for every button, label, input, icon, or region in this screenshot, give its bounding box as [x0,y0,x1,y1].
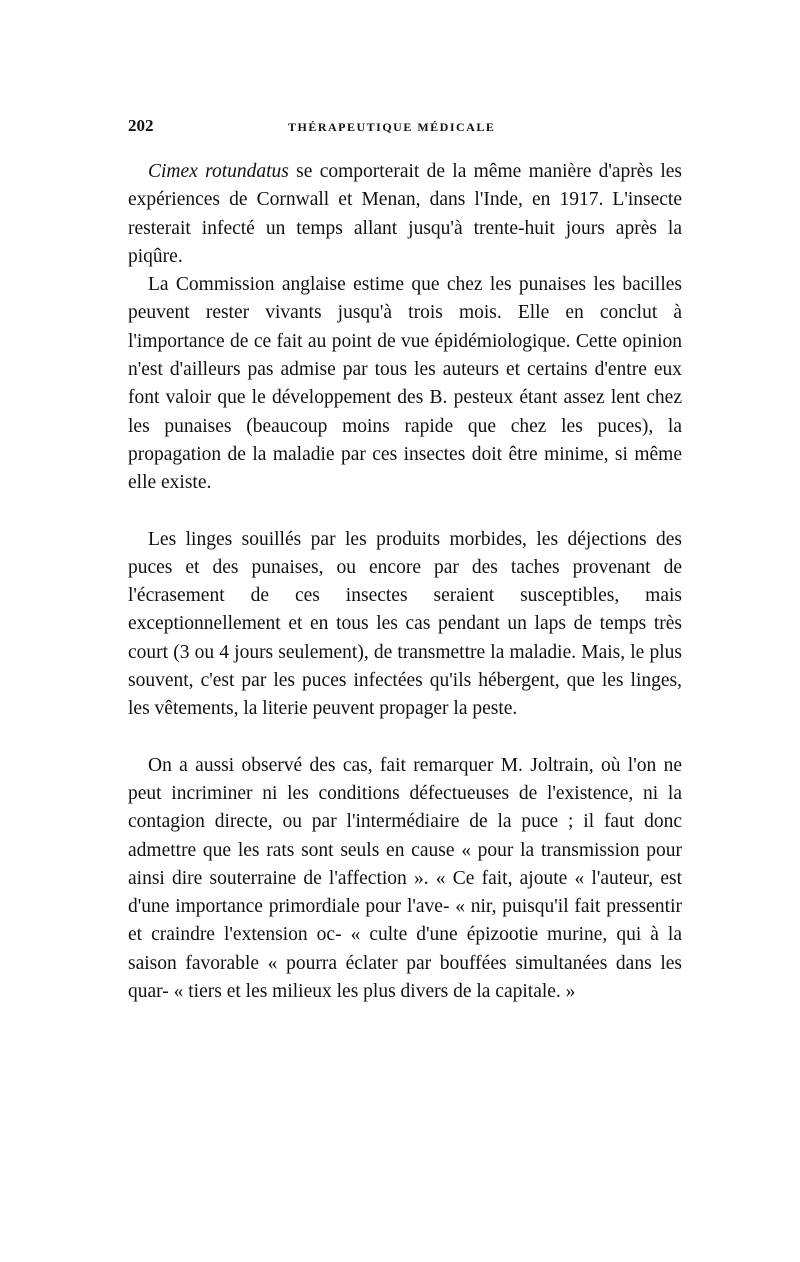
book-page [128,112,682,1006]
paragraph-cimex [128,158,682,271]
paragraph-joltrain: On a aussi observé des cas, fait remarquer M. Joltrain, où l'on ne peut incriminer ni les conditions défectueuses de l'existence, ni la contagion directe, ou par l'intermédiaire de la puce ; il faut donc admettre que les rats sont seuls en cause « pour la transmission pour ainsi dire souterraine de l'affection ». « Ce fait, ajoute « l'auteur, est d'une importance primordiale pour l'ave- « nir, puisqu'il fait pressentir et craindre l'extension oc- « culte d'une épizootie murine, qui à la saison favorable « pourra éclater par bouffées simultanées dans les quar- « tiers et les milieux les plus divers de la capitale. » [128,754,682,1003]
paragraph-linges: Les linges souillés par les produits morbides, les déjections des puces et des punaises, ou encore par des taches provenant de l'écrasement de ces insectes seraient susceptibles, mais exceptionnellement et en tous les cas pendant un laps de temps très court (3 ou 4 jours seulement), de transmettre la maladie. Mais, le plus souvent, c'est par les puces infectées qu'ils hébergent, que les linges, les vêtements, la literie peuvent propager la peste. [128,528,682,720]
paragraph-commission: La Commission anglaise estime que chez les punaises les bacilles peuvent rester vivants jusqu'à trois mois. Elle en conclut à l'importance de ce fait au point de vue épidémiologique. Cette opinion n'est d'ailleurs pas admise par tous les auteurs et certains d'entre eux font valoir que le développement des B. pesteux étant assez lent chez les punaises (beaucoup moins rapide que chez les puces), la propagation de la maladie par ces insectes doit être minime, si même elle existe. [128,274,682,494]
species-name: Cimex rotundatus [148,161,289,182]
paragraph-gap [128,498,682,526]
page-number: 202 [128,116,154,135]
running-title: THÉRAPEUTIQUE MÉDICALE [288,120,496,134]
paragraph-cimex-text: se comporterait de la même manière d'après les expériences de Cornwall et Menan, dans l'Inde, en 1917. L'insecte resterait infecté un temps allant jusqu'à trente-huit jours après la piqûre. [128,161,682,267]
paragraph-gap [128,724,682,752]
running-head [128,112,682,142]
